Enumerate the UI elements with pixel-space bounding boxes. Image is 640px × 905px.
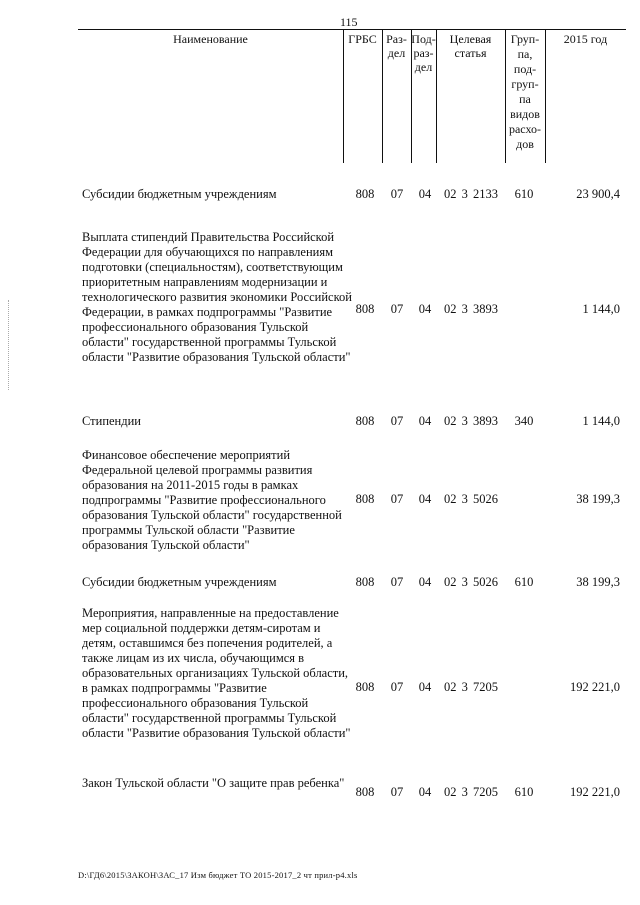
row-podrazdel: 04 xyxy=(418,785,432,799)
row-grbs: 808 xyxy=(355,785,375,799)
row-grbs: 808 xyxy=(355,414,375,428)
row-celevaya: 02 3 2133 xyxy=(444,187,498,201)
scan-margin-mark xyxy=(8,300,10,390)
page-number: 115 xyxy=(340,15,358,29)
row-celevaya: 02 3 5026 xyxy=(444,575,498,589)
row-podrazdel: 04 xyxy=(418,680,432,694)
row-grbs: 808 xyxy=(355,302,375,316)
header-divider xyxy=(343,29,344,163)
row-amount: 38 199,3 xyxy=(576,575,620,589)
row-grbs: 808 xyxy=(355,680,375,694)
row-grbs: 808 xyxy=(355,575,375,589)
header-top-border xyxy=(78,29,626,30)
header-year: 2015 год xyxy=(563,32,608,46)
row-celevaya: 02 3 7205 xyxy=(444,680,498,694)
row-name: Субсидии бюджетным учреждениям xyxy=(82,575,277,589)
row-gruppa: 340 xyxy=(514,414,534,428)
header-name: Наименование xyxy=(173,32,248,46)
row-amount: 1 144,0 xyxy=(582,414,620,428)
row-razdel: 07 xyxy=(390,302,404,316)
row-razdel: 07 xyxy=(390,680,404,694)
row-name: Субсидии бюджетным учреждениям xyxy=(82,187,277,201)
row-razdel: 07 xyxy=(390,785,404,799)
header-divider xyxy=(545,29,546,163)
row-gruppa: 610 xyxy=(514,575,534,589)
row-amount: 192 221,0 xyxy=(570,785,620,799)
row-grbs: 808 xyxy=(355,492,375,506)
table-header xyxy=(78,29,626,163)
row-name: Финансовое обеспечение мероприятий Федеральной целевой программы развития образования на 2011-2015 годы в рамках подпрограммы "Развитие профессионального образования Тульской области" государственной программы Тульской области "Развитие образования Тульской области" xyxy=(82,448,342,552)
row-amount: 192 221,0 xyxy=(570,680,620,694)
row-grbs: 808 xyxy=(355,187,375,201)
row-amount: 38 199,3 xyxy=(576,492,620,506)
row-razdel: 07 xyxy=(390,414,404,428)
row-name: Мероприятия, направленные на предоставление мер социальной поддержки детям-сиротам и детям, оставшимся без попечения родителей, а также лицам из их числа, обучающимся в образовательных организациях Тульской области, в рамках подпрограммы "Развитие профессионального образования Тульской области" государственной программы Тульской области "Развитие образования Тульской области" xyxy=(82,606,351,740)
row-razdel: 07 xyxy=(390,187,404,201)
header-gruppa: Груп- па, под- груп- па видов расхо- дов xyxy=(508,32,542,151)
row-razdel: 07 xyxy=(390,492,404,506)
row-gruppa: 610 xyxy=(514,187,534,201)
row-podrazdel: 04 xyxy=(418,575,432,589)
row-celevaya: 02 3 7205 xyxy=(444,785,498,799)
row-podrazdel: 04 xyxy=(418,187,432,201)
row-amount: 23 900,4 xyxy=(576,187,620,201)
row-podrazdel: 04 xyxy=(418,302,432,316)
row-amount: 1 144,0 xyxy=(582,302,620,316)
row-podrazdel: 04 xyxy=(418,492,432,506)
file-path-footer: D:\ГД6\2015\ЗАКОН\ЗАС_17 Изм бюджет ТО 2015-2017_2 чт прил-р4.xls xyxy=(78,870,358,880)
row-razdel: 07 xyxy=(390,575,404,589)
header-razdel: Раз- дел xyxy=(386,32,407,60)
header-celevaya: Целевая статья xyxy=(449,32,492,60)
row-name: Закон Тульской области "О защите прав ребенка" xyxy=(82,776,345,790)
row-celevaya: 02 3 3893 xyxy=(444,414,498,428)
row-name: Выплата стипендий Правительства Российской Федерации для обучающихся по направлениям подготовки (специальностям), соответствующим приоритетным направлениям модернизации и технологического развития экономики Российской Федерации, в рамках подпрограммы "Развитие профессионального образования Тульской области" государственной программы Тульской области "Развитие образования Тульской области" xyxy=(82,230,352,364)
row-podrazdel: 04 xyxy=(418,414,432,428)
row-name: Стипендии xyxy=(82,414,141,428)
row-celevaya: 02 3 5026 xyxy=(444,492,498,506)
row-celevaya: 02 3 3893 xyxy=(444,302,498,316)
header-podrazdel: Под- раз- дел xyxy=(411,32,436,74)
header-grbs: ГРБС xyxy=(348,32,377,46)
row-gruppa: 610 xyxy=(514,785,534,799)
